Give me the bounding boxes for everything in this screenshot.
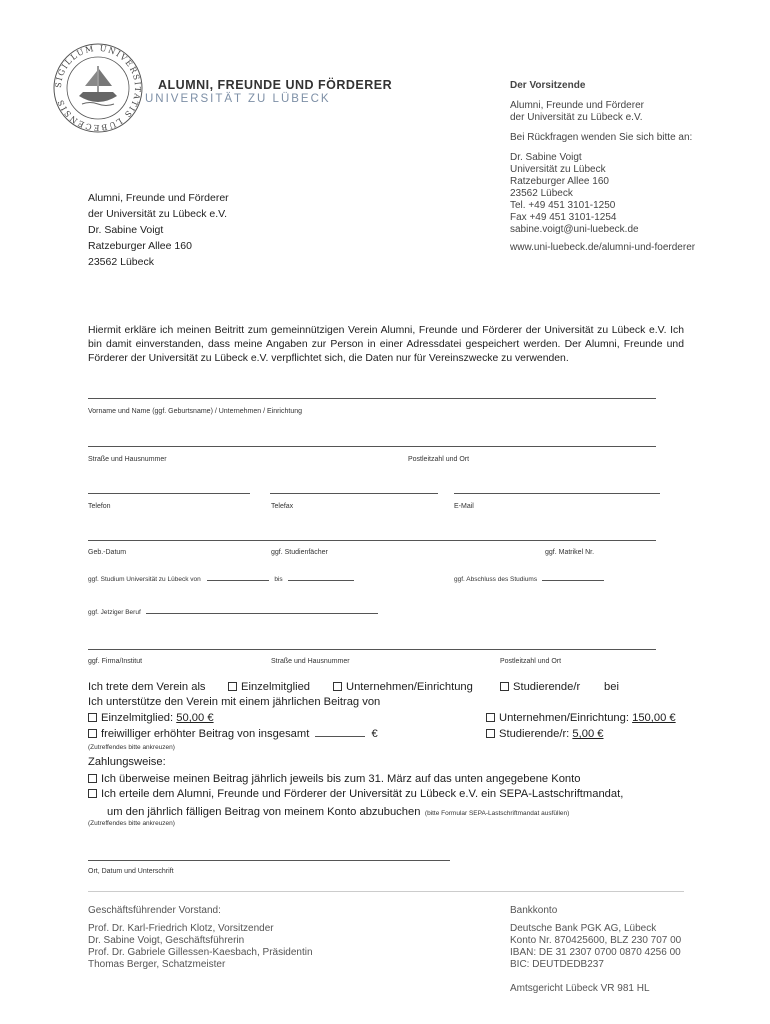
fee-single-amount: 50,00 € xyxy=(176,712,214,724)
checkbox[interactable] xyxy=(88,713,97,722)
fee-voluntary-field[interactable] xyxy=(315,736,365,737)
bei-text: bei xyxy=(604,681,619,693)
phone-label: Telefon xyxy=(88,503,111,510)
opt-company-label: Unternehmen/Einrichtung xyxy=(346,681,473,693)
fee-single-option[interactable] xyxy=(88,710,214,726)
payment-sepa-option[interactable] xyxy=(88,786,623,802)
bank-line: Konto Nr. 870425600, BLZ 230 707 00 xyxy=(510,935,682,946)
dob-subjects-matrikel-field[interactable] xyxy=(88,540,656,541)
board-member: Prof. Dr. Karl-Friedrich Klotz, Vorsitzender xyxy=(88,923,274,934)
signature-label: Ort, Datum und Unterschrift xyxy=(88,868,174,875)
job-field[interactable] xyxy=(146,613,378,614)
recipient-line: Alumni, Freunde und Förderer xyxy=(88,192,229,204)
checkbox[interactable] xyxy=(486,729,495,738)
svg-text:SIGILLUM UNIVERSITATIS LUBECEN: SIGILLUM UNIVERSITATIS LUBECENSIS xyxy=(53,43,143,133)
name-label: Vorname und Name (ggf. Geburtsname) / Unternehmen / Einrichtung xyxy=(88,408,302,415)
fee-company-label: Unternehmen/Einrichtung: xyxy=(499,712,629,724)
payment-transfer-label: Ich überweise meinen Beitrag jährlich jeweils bis zum 31. März auf das unten angegebene Konto xyxy=(101,773,581,785)
study-to-field[interactable] xyxy=(288,580,354,581)
board-member: Dr. Sabine Voigt, Geschäftsführerin xyxy=(88,935,245,946)
company-label: ggf. Firma/Institut xyxy=(88,658,143,665)
payment-transfer-option[interactable] xyxy=(88,771,580,787)
contact-line: 23562 Lübeck xyxy=(510,188,573,199)
contact-line: Dr. Sabine Voigt xyxy=(510,152,582,163)
join-student-option[interactable] xyxy=(500,679,580,695)
bank-line: Deutsche Bank PGK AG, Lübeck xyxy=(510,923,657,934)
bank-block xyxy=(510,905,681,995)
payment-sepa-continuation xyxy=(107,802,569,820)
subjects-label: ggf. Studienfächer xyxy=(271,549,328,556)
org-name-line2: UNIVERSITÄT ZU LÜBECK xyxy=(145,93,331,105)
opt-student-label: Studierende/r xyxy=(513,681,581,693)
bank-line: IBAN: DE 31 2307 0700 0870 4256 00 xyxy=(510,947,681,958)
checkbox[interactable] xyxy=(88,789,97,798)
join-label: Ich trete dem Verein als xyxy=(88,681,206,693)
org-name-line1: ALUMNI, FREUNDE UND FÖRDERER xyxy=(158,78,393,92)
study-period-row xyxy=(88,576,408,584)
bank-line: BIC: DEUTDEDB237 xyxy=(510,959,604,970)
email-field[interactable] xyxy=(454,493,660,494)
study-to-label: bis xyxy=(274,576,283,583)
checkbox[interactable] xyxy=(88,729,97,738)
support-label: Ich unterstütze den Verein mit einem jährlichen Beitrag von xyxy=(88,696,381,708)
contact-line: Tel. +49 451 3101-1250 xyxy=(510,200,616,211)
recipient-line: 23562 Lübeck xyxy=(88,256,154,268)
membership-note: (Zutreffendes bitte ankreuzen) xyxy=(88,744,175,751)
payment-sepa-note: (bitte Formular SEPA-Lastschriftmandat ausfüllen) xyxy=(424,810,570,817)
board-member: Prof. Dr. Gabriele Gillessen-Kaesbach, Präsidentin xyxy=(88,947,313,958)
university-seal-logo xyxy=(52,42,144,134)
checkbox[interactable] xyxy=(228,682,237,691)
intro-paragraph: Hiermit erkläre ich meinen Beitritt zum gemeinnützigen Verein Alumni, Freunde und Förderer der Universität zu Lübeck e.V. Ich bin damit einverstanden, dass meine Angaben zur Person in einer Adressdatei gespeichert werden. Der Alumni, Freunde und Förderer der Universität zu Lübeck e.V. verpflichtet sich, die Daten nur für Vereinszwecke zu verwenden. xyxy=(88,325,684,364)
company-postal-label: Postleitzahl und Ort xyxy=(500,658,562,665)
job-label: ggf. Jetziger Beruf xyxy=(88,609,141,616)
payment-sepa-line1: Ich erteile dem Alumni, Freunde und Förderer der Universität zu Lübeck e.V. ein SEPA-Lastschriftmandat, xyxy=(101,788,624,800)
opt-single-label: Einzelmitglied xyxy=(241,681,311,693)
board-member: Thomas Berger, Schatzmeister xyxy=(88,959,226,970)
payment-note: (Zutreffendes bitte ankreuzen) xyxy=(88,820,175,827)
join-single-option[interactable] xyxy=(228,679,310,695)
board-block xyxy=(88,905,313,971)
sender-questions: Bei Rückfragen wenden Sie sich bitte an: xyxy=(510,132,693,143)
street-field[interactable] xyxy=(88,446,656,447)
recipient-address xyxy=(88,190,229,270)
bank-title: Bankkonto xyxy=(510,905,558,916)
website-link[interactable]: www.uni-luebeck.de/alumni-und-foerderer xyxy=(510,242,696,253)
payment-sepa-line2: um den jährlich fälligen Beitrag von meinem Konto abzubuchen xyxy=(107,806,421,818)
fee-student-amount: 5,00 € xyxy=(572,728,604,740)
join-company-option[interactable] xyxy=(333,679,473,695)
study-from-label: ggf. Studium Universität zu Lübeck von xyxy=(88,576,201,583)
fee-voluntary-option[interactable] xyxy=(88,726,378,742)
email-label: E-Mail xyxy=(454,503,474,510)
company-field[interactable] xyxy=(88,649,656,650)
degree-label: ggf. Abschluss des Studiums xyxy=(454,576,538,583)
degree-field[interactable] xyxy=(542,580,604,581)
matrikel-label: ggf. Matrikel Nr. xyxy=(545,549,595,556)
study-from-field[interactable] xyxy=(207,580,269,581)
street-label: Straße und Hausnummer xyxy=(88,456,167,463)
sender-block xyxy=(510,80,750,254)
fax-field[interactable] xyxy=(270,493,438,494)
fee-student-option[interactable] xyxy=(486,726,604,742)
recipient-line: Dr. Sabine Voigt xyxy=(88,224,164,236)
sender-org-line: der Universität zu Lübeck e.V. xyxy=(510,112,643,123)
postal-label: Postleitzahl und Ort xyxy=(408,456,470,463)
footer-divider xyxy=(88,891,684,892)
checkbox[interactable] xyxy=(333,682,342,691)
fee-student-label: Studierende/r: xyxy=(499,728,570,740)
recipient-line: der Universität zu Lübeck e.V. xyxy=(88,208,228,220)
sender-title: Der Vorsitzende xyxy=(510,80,586,91)
contact-line: Ratzeburger Allee 160 xyxy=(510,176,609,187)
phone-field[interactable] xyxy=(88,493,250,494)
recipient-line: Ratzeburger Allee 160 xyxy=(88,240,192,252)
contact-line: Fax +49 451 3101-1254 xyxy=(510,212,617,223)
company-street-label: Straße und Hausnummer xyxy=(271,658,350,665)
contact-line: Universität zu Lübeck xyxy=(510,164,606,175)
fee-company-amount: 150,00 € xyxy=(632,712,676,724)
sender-org-line: Alumni, Freunde und Förderer xyxy=(510,100,644,111)
fee-voluntary-label: freiwilliger erhöhter Beitrag von insgesamt xyxy=(101,728,310,740)
fax-label: Telefax xyxy=(271,503,294,510)
fee-company-option[interactable] xyxy=(486,710,676,726)
name-field[interactable] xyxy=(88,398,656,399)
contact-email-link[interactable]: sabine.voigt@uni-luebeck.de xyxy=(510,224,639,235)
dob-label: Geb.-Datum xyxy=(88,549,127,556)
payment-heading: Zahlungsweise: xyxy=(88,756,166,768)
court-registration: Amtsgericht Lübeck VR 981 HL xyxy=(510,983,650,994)
checkbox[interactable] xyxy=(486,713,495,722)
fee-single-label: Einzelmitglied: xyxy=(101,712,174,724)
board-title: Geschäftsführender Vorstand: xyxy=(88,905,221,916)
checkbox[interactable] xyxy=(88,774,97,783)
job-row xyxy=(88,609,388,617)
degree-row xyxy=(454,576,654,584)
checkbox[interactable] xyxy=(500,682,509,691)
signature-field[interactable] xyxy=(88,860,450,861)
fee-voluntary-suffix: € xyxy=(371,728,378,740)
